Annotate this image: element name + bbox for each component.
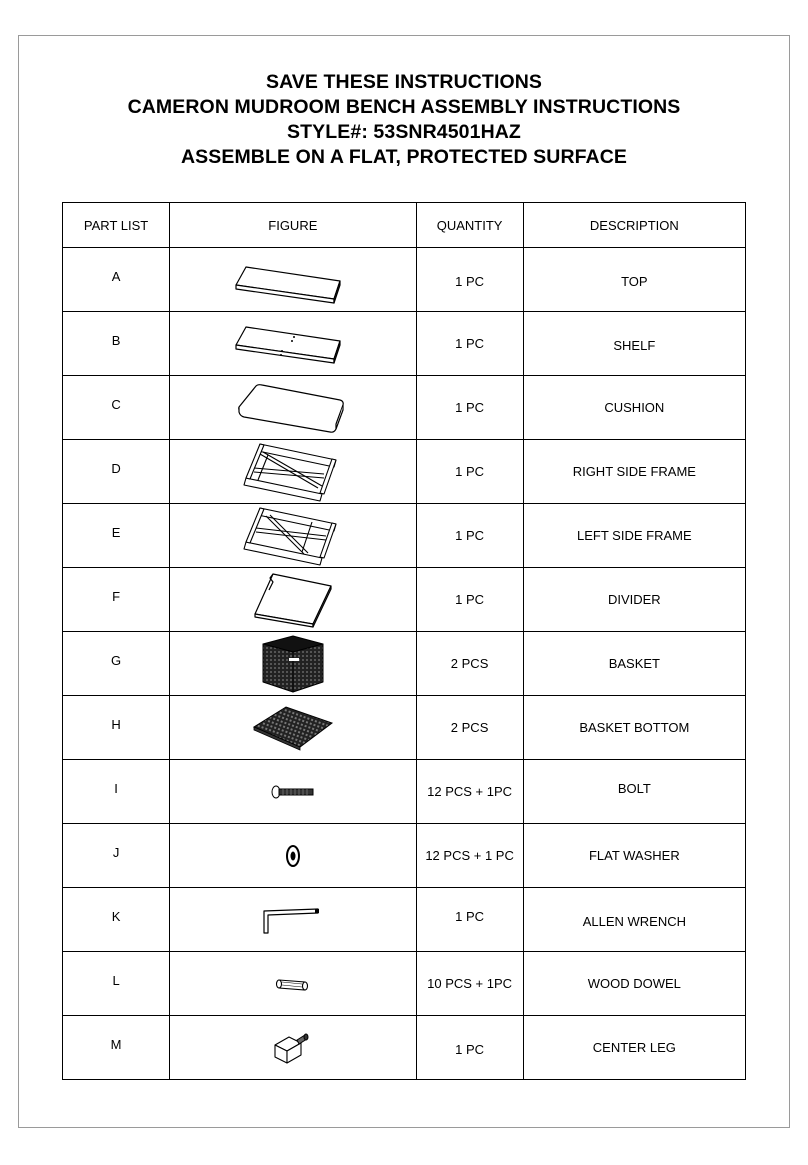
- figure-cell: [170, 376, 416, 440]
- quantity-cell: [416, 696, 523, 760]
- description-text: DIVIDER: [607, 592, 661, 607]
- part-letter-text: E: [111, 525, 121, 540]
- quantity-text: 1 PC: [455, 336, 485, 351]
- part-letter-text: I: [114, 781, 118, 796]
- divider-icon: [243, 570, 343, 630]
- figure-cell: [170, 824, 416, 888]
- part-letter-text: K: [111, 909, 121, 924]
- figure-cell: [170, 888, 416, 952]
- quantity-cell: [416, 376, 523, 440]
- top-board-icon: [228, 255, 358, 305]
- description-text: FLAT WASHER: [588, 848, 680, 863]
- header-figure: FIGURE: [170, 203, 416, 248]
- description-text: WOOD DOWEL: [587, 976, 681, 991]
- quantity-cell: [416, 888, 523, 952]
- quantity-text: 1 PC: [455, 528, 485, 543]
- part-letter-text: D: [111, 461, 121, 476]
- part-letter-text: H: [111, 717, 121, 732]
- quantity-cell: [416, 1016, 523, 1080]
- title-style-number: STYLE#: 53SNR4501HAZ: [287, 121, 521, 143]
- table-row: [63, 632, 746, 696]
- part-letter: [63, 568, 170, 632]
- description-cell: [523, 952, 745, 1016]
- part-letter: [63, 760, 170, 824]
- header-quantity: QUANTITY: [416, 203, 523, 248]
- part-letter: [63, 696, 170, 760]
- quantity-cell: [416, 632, 523, 696]
- description-text: BASKET BOTTOM: [579, 720, 690, 735]
- description-cell: [523, 312, 745, 376]
- quantity-cell: [416, 440, 523, 504]
- table-header-row: [63, 203, 746, 248]
- title-save-instructions: SAVE THESE INSTRUCTIONS: [265, 71, 543, 93]
- figure-cell: [170, 696, 416, 760]
- table-row: [63, 568, 746, 632]
- part-letter: [63, 440, 170, 504]
- table-row: [63, 248, 746, 312]
- quantity-cell: [416, 248, 523, 312]
- left-side-frame-icon: [238, 506, 348, 566]
- right-side-frame-icon: [238, 442, 348, 502]
- part-letter: [63, 632, 170, 696]
- description-cell: [523, 376, 745, 440]
- part-letter: [63, 376, 170, 440]
- quantity-cell: [416, 952, 523, 1016]
- flat-washer-icon: [283, 843, 303, 869]
- table-row: [63, 824, 746, 888]
- description-text: BASKET: [608, 656, 660, 671]
- description-cell: [523, 824, 745, 888]
- part-letter-text: M: [110, 1037, 122, 1052]
- description-cell: [523, 760, 745, 824]
- table-row: [63, 312, 746, 376]
- part-letter: [63, 504, 170, 568]
- bolt-icon: [268, 782, 318, 802]
- quantity-text: 1 PC: [455, 464, 485, 479]
- table-row: [63, 760, 746, 824]
- table-row: [63, 696, 746, 760]
- figure-cell: [170, 504, 416, 568]
- quantity-text: 1 PC: [455, 592, 485, 607]
- quantity-text: 1 PC: [455, 1042, 485, 1057]
- center-leg-icon: [271, 1031, 315, 1065]
- figure-cell: [170, 312, 416, 376]
- description-text: BOLT: [617, 781, 651, 796]
- quantity-text: 10 PCS + 1PC: [427, 976, 513, 991]
- description-cell: [523, 504, 745, 568]
- quantity-text: 1 PC: [455, 909, 485, 924]
- quantity-text: 12 PCS + 1 PC: [425, 848, 514, 863]
- table-row: [63, 504, 746, 568]
- part-letter-text: G: [111, 653, 122, 668]
- figure-cell: [170, 952, 416, 1016]
- table-row: [63, 440, 746, 504]
- figure-cell: [170, 568, 416, 632]
- quantity-cell: [416, 824, 523, 888]
- table-row: [63, 952, 746, 1016]
- part-letter-text: J: [112, 845, 120, 860]
- title-assemble-note: ASSEMBLE ON A FLAT, PROTECTED SURFACE: [180, 146, 628, 168]
- table-row: [63, 888, 746, 952]
- quantity-text: 1 PC: [455, 274, 485, 289]
- part-letter-text: A: [111, 269, 121, 284]
- part-letter-text: F: [112, 589, 121, 604]
- shelf-board-icon: [228, 319, 358, 369]
- title-block: [0, 70, 808, 170]
- description-text: SHELF: [613, 338, 656, 353]
- description-cell: [523, 440, 745, 504]
- header-part-list: PART LIST: [63, 203, 170, 248]
- figure-cell: [170, 248, 416, 312]
- figure-cell: [170, 440, 416, 504]
- part-letter-text: B: [111, 333, 121, 348]
- part-letter: [63, 952, 170, 1016]
- description-cell: [523, 888, 745, 952]
- part-letter: [63, 824, 170, 888]
- allen-wrench-icon: [258, 905, 328, 935]
- header-description: DESCRIPTION: [523, 203, 745, 248]
- description-cell: [523, 632, 745, 696]
- table-row: [63, 376, 746, 440]
- part-letter-text: C: [111, 397, 121, 412]
- quantity-cell: [416, 504, 523, 568]
- description-text: TOP: [621, 274, 648, 289]
- part-letter: [63, 888, 170, 952]
- description-text: RIGHT SIDE FRAME: [572, 464, 696, 479]
- description-text: CENTER LEG: [592, 1040, 676, 1055]
- figure-cell: [170, 1016, 416, 1080]
- table-row: [63, 1016, 746, 1080]
- figure-cell: [170, 760, 416, 824]
- parts-table: [62, 202, 746, 1080]
- part-letter: [63, 312, 170, 376]
- part-letter-text: L: [112, 973, 120, 988]
- description-cell: [523, 568, 745, 632]
- quantity-cell: [416, 760, 523, 824]
- title-product-name: CAMERON MUDROOM BENCH ASSEMBLY INSTRUCTIONS: [127, 96, 681, 118]
- quantity-text: 2 PCS: [450, 656, 489, 671]
- part-letter: [63, 248, 170, 312]
- description-cell: [523, 696, 745, 760]
- basket-bottom-icon: [248, 703, 338, 753]
- quantity-text: 2 PCS: [450, 720, 489, 735]
- figure-cell: [170, 632, 416, 696]
- cushion-icon: [228, 380, 358, 436]
- quantity-text: 12 PCS + 1PC: [427, 784, 513, 799]
- basket-icon: [253, 634, 333, 694]
- description-cell: [523, 1016, 745, 1080]
- description-text: LEFT SIDE FRAME: [577, 528, 692, 543]
- description-text: CUSHION: [604, 400, 665, 415]
- description-text: ALLEN WRENCH: [582, 914, 686, 929]
- quantity-cell: [416, 312, 523, 376]
- description-cell: [523, 248, 745, 312]
- wood-dowel-icon: [273, 974, 313, 994]
- part-letter: [63, 1016, 170, 1080]
- quantity-cell: [416, 568, 523, 632]
- quantity-text: 1 PC: [455, 400, 485, 415]
